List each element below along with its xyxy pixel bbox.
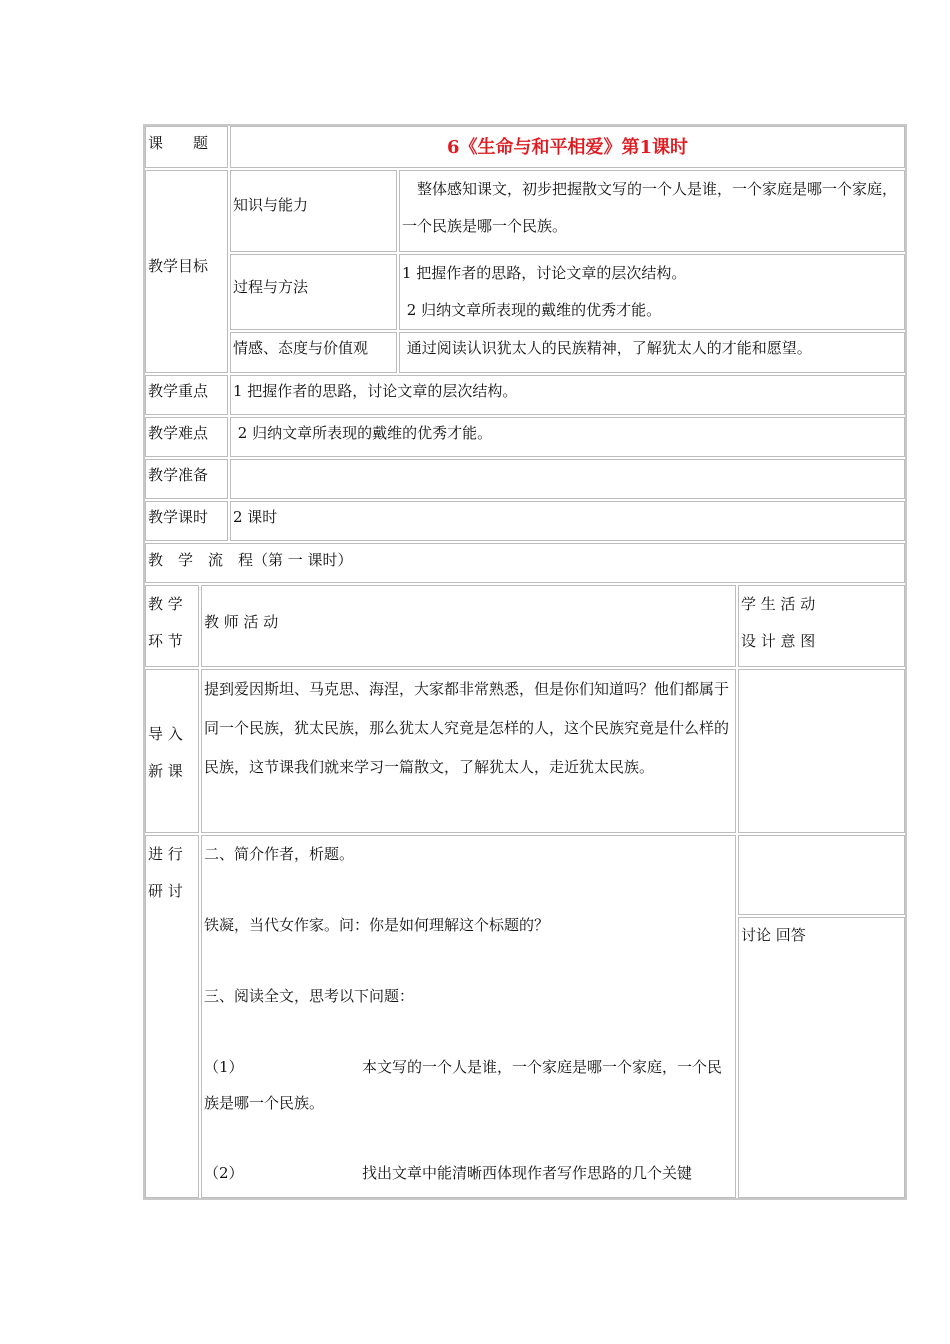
difficulty-text: 2 归纳文章所表现的戴维的优秀才能。	[233, 424, 493, 442]
discussion-stage: 进 行 研 讨	[148, 845, 183, 900]
flow-title-cell	[145, 543, 905, 583]
stage-header: 教 学 环 节	[148, 595, 183, 650]
difficulty-text-cell	[230, 417, 905, 457]
objective-name-cell	[230, 170, 397, 252]
q1-number: （1）	[204, 1058, 244, 1076]
q1-text: 本文写的一个人是谁，一个家庭是哪一个家庭，一个民族是哪一个民族。	[204, 1058, 723, 1112]
discussion-p1: 二、简介作者，析题。	[204, 845, 355, 863]
discussion-text-cell	[201, 835, 736, 1198]
objective-name-cell	[230, 332, 397, 373]
intent-header: 设 计 意 图	[741, 632, 816, 650]
focus-text-cell	[230, 375, 905, 415]
teacher-header-cell	[201, 585, 736, 667]
q2-text: 找出文章中能清晰西体现作者写作思路的几个关键	[362, 1164, 693, 1182]
discussion-student-text: 讨论 回答	[741, 926, 806, 944]
objective-text-cell	[399, 170, 905, 252]
focus-label: 教学重点	[148, 382, 209, 400]
focus-text: 1 把握作者的思路，讨论文章的层次结构。	[233, 382, 518, 400]
intro-text-cell	[201, 669, 736, 833]
discussion-p2: 铁凝，当代女作家。问：你是如何理解这个标题的？	[204, 916, 550, 934]
q2-number: （2）	[204, 1164, 244, 1182]
preparation-label: 教学准备	[148, 466, 209, 484]
difficulty-label: 教学难点	[148, 424, 209, 442]
objective-text-cell	[399, 254, 905, 330]
student-header: 学 生 活 动	[741, 595, 816, 613]
objective-emotion-name: 情感、态度与价值观	[233, 339, 369, 357]
discussion-student-cell	[738, 917, 905, 1198]
intro-stage: 导 入 新 课	[148, 725, 183, 780]
discussion-p3: 三、阅读全文，思考以下问题：	[204, 987, 415, 1005]
difficulty-label-cell	[145, 417, 228, 457]
lesson-title-cell	[230, 126, 905, 168]
objective-process-line-1: 1 把握作者的思路，讨论文章的层次结构。	[402, 264, 687, 282]
hours-text-cell	[230, 501, 905, 541]
discussion-stage-cell	[145, 835, 199, 1198]
objective-text-cell	[399, 332, 905, 373]
discussion-q1	[204, 1049, 733, 1121]
objective-name-cell	[230, 254, 397, 330]
focus-label-cell	[145, 375, 228, 415]
flow-title: 教 学 流 程（第 一 课时）	[148, 551, 353, 569]
objective-process-name: 过程与方法	[233, 278, 309, 296]
preparation-label-cell	[145, 459, 228, 499]
hours-text: 2 课时	[233, 508, 278, 526]
objective-knowledge-name: 知识与能力	[233, 196, 309, 214]
intro-stage-cell	[145, 669, 199, 833]
preparation-text-cell	[230, 459, 905, 499]
objectives-label-cell	[145, 170, 228, 373]
lesson-title: 6《生命与和平相爱》第1课时	[446, 137, 689, 158]
objectives-label: 教学目标	[148, 257, 209, 275]
stage-header-cell	[145, 585, 199, 667]
discussion-q2	[204, 1155, 733, 1191]
discussion-student-top-cell	[738, 835, 905, 915]
topic-label: 课 题	[148, 134, 209, 152]
hours-label-cell	[145, 501, 228, 541]
objective-process-line-2: 2 归纳文章所表现的戴维的优秀才能。	[402, 301, 662, 319]
intro-text: 提到爱因斯坦、马克思、海涅，大家都非常熟悉，但是你们知道吗？他们都属于同一个民族，犹太民族，那么犹太人究竟是怎样的人，这个民族究竟是什么样的民族，这节课我们就来学习一篇散文，了解犹太人，走近犹太民族。	[204, 680, 730, 776]
topic-label-cell	[145, 126, 228, 168]
objective-knowledge-text: 整体感知课文，初步把握散文写的一个人是谁，一个家庭是哪一个家庭，一个民族是哪一个民族。	[402, 180, 898, 235]
student-header-cell	[738, 585, 905, 667]
objective-emotion-text: 通过阅读认识犹太人的民族精神，了解犹太人的才能和愿望。	[402, 339, 812, 357]
intro-student-cell	[738, 669, 905, 833]
hours-label: 教学课时	[148, 508, 209, 526]
teacher-header: 教 师 活 动	[204, 613, 279, 631]
